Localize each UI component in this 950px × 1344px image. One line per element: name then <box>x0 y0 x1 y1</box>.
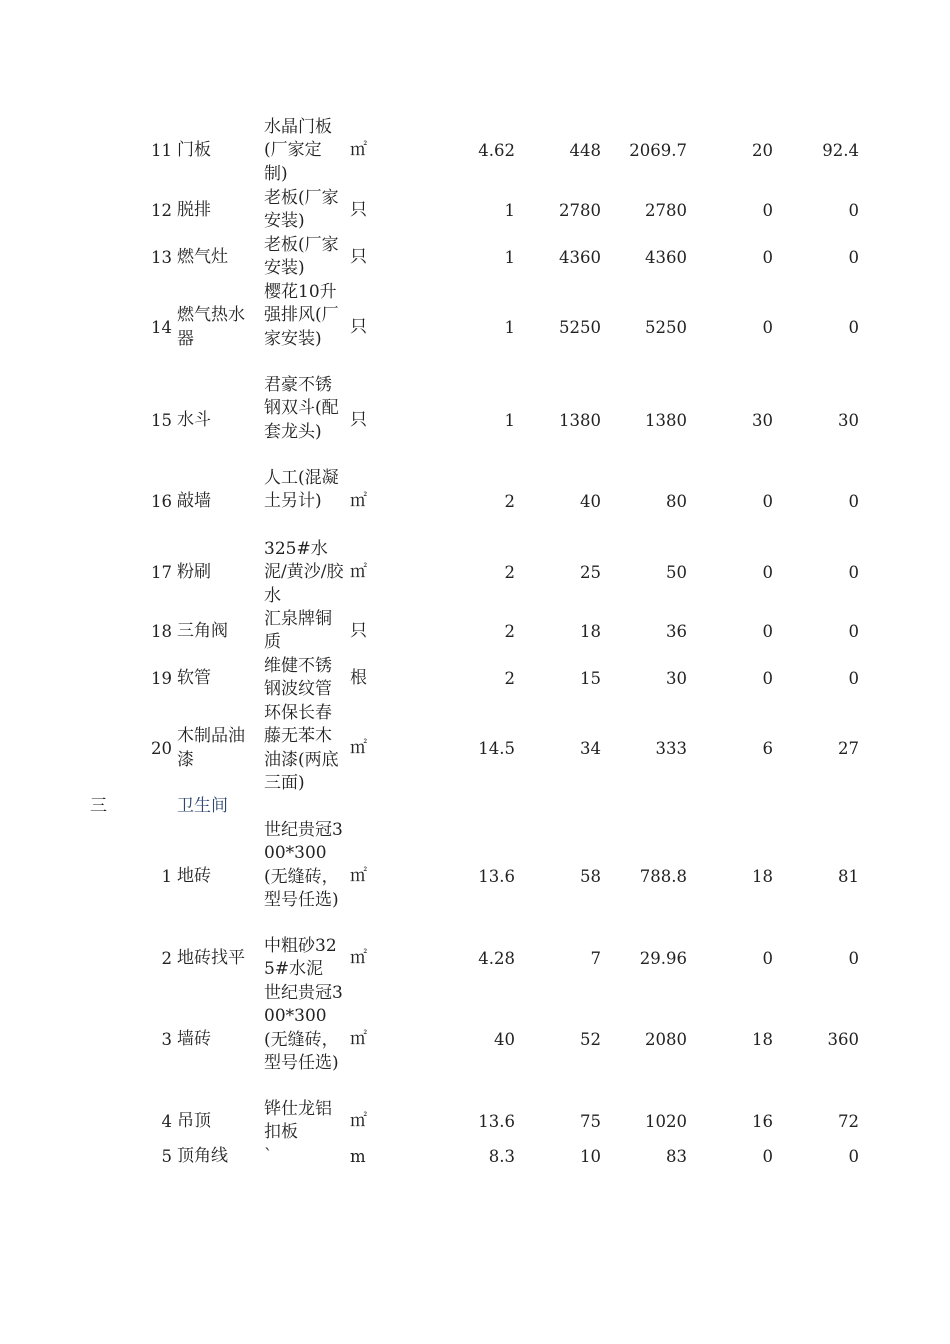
row-number: 11 <box>151 141 172 161</box>
item-total: 1020 <box>645 1111 687 1131</box>
item-value-1: 18 <box>752 867 773 887</box>
item-name: 三角阀 <box>177 620 228 641</box>
item-unit: ㎡ <box>350 947 367 968</box>
item-spec: 325#水泥/黄沙/胶水 <box>264 539 344 606</box>
item-total: 30 <box>666 668 687 688</box>
item-value-1: 20 <box>752 141 773 161</box>
item-spec: 老板(厂家安装) <box>264 188 339 232</box>
table-row <box>0 702 950 795</box>
item-value-2: 0 <box>848 247 859 267</box>
item-value-1: 0 <box>762 563 773 583</box>
item-name: 墙砖 <box>177 1029 211 1050</box>
row-number: 15 <box>151 410 172 430</box>
item-name: 地砖找平 <box>177 947 245 968</box>
item-quantity: 2 <box>504 668 515 688</box>
item-name: 燃气灶 <box>177 246 228 267</box>
item-name: 地砖 <box>177 866 211 887</box>
table-row <box>0 608 950 655</box>
item-name: 粉刷 <box>177 562 211 583</box>
item-name: 吊顶 <box>177 1110 211 1131</box>
item-total: 1380 <box>645 410 687 430</box>
row-number: 2 <box>161 948 172 968</box>
item-unit-price: 75 <box>580 1111 601 1131</box>
item-value-2: 0 <box>848 1147 859 1167</box>
item-unit: ㎡ <box>350 1110 367 1131</box>
table-row <box>0 281 950 374</box>
row-number: 13 <box>151 247 172 267</box>
row-number: 19 <box>151 668 172 688</box>
item-name: 木制品油漆 <box>177 726 245 770</box>
table-row <box>0 187 950 234</box>
section-number: 三 <box>90 796 107 817</box>
item-spec: 环保长春藤无苯木油漆(两底三面) <box>264 703 339 793</box>
item-name: 敲墙 <box>177 491 211 512</box>
row-number: 4 <box>161 1111 172 1131</box>
item-total: 788.8 <box>639 867 687 887</box>
item-unit-price: 4360 <box>559 247 601 267</box>
table-row <box>0 374 950 467</box>
item-quantity: 40 <box>494 1030 515 1050</box>
table-row <box>0 819 950 935</box>
item-unit: 只 <box>350 246 367 267</box>
item-quantity: 1 <box>504 200 515 220</box>
item-value-2: 0 <box>848 668 859 688</box>
item-quantity: 4.28 <box>478 948 515 968</box>
item-name: 软管 <box>177 667 211 688</box>
item-quantity: 13.6 <box>478 1111 515 1131</box>
item-spec: 樱花10升强排风(厂家安装) <box>264 282 339 349</box>
item-quantity: 4.62 <box>478 141 515 161</box>
item-quantity: 2 <box>504 492 515 512</box>
item-value-2: 72 <box>838 1111 859 1131</box>
item-unit-price: 10 <box>580 1147 601 1167</box>
item-unit-price: 7 <box>590 948 601 968</box>
item-value-1: 0 <box>762 621 773 641</box>
item-value-1: 16 <box>752 1111 773 1131</box>
item-value-1: 30 <box>752 410 773 430</box>
item-quantity: 1 <box>504 247 515 267</box>
item-value-1: 0 <box>762 247 773 267</box>
item-spec: 人工(混凝土另计) <box>264 468 339 512</box>
item-total: 80 <box>666 492 687 512</box>
item-total: 2069.7 <box>629 141 687 161</box>
item-total: 4360 <box>645 247 687 267</box>
item-value-1: 0 <box>762 200 773 220</box>
item-unit: ㎡ <box>350 1029 367 1050</box>
item-quantity: 1 <box>504 410 515 430</box>
item-quantity: 8.3 <box>488 1147 515 1167</box>
item-unit-price: 1380 <box>559 410 601 430</box>
row-number: 12 <box>151 200 172 220</box>
item-name: 顶角线 <box>177 1146 228 1167</box>
item-value-2: 81 <box>838 867 859 887</box>
item-unit-price: 5250 <box>559 317 601 337</box>
item-value-2: 0 <box>848 492 859 512</box>
item-spec: 铧仕龙铝扣板 <box>264 1099 332 1143</box>
item-unit-price: 25 <box>580 563 601 583</box>
table-row <box>0 538 950 608</box>
item-value-1: 0 <box>762 948 773 968</box>
item-value-2: 27 <box>838 738 859 758</box>
item-value-1: 0 <box>762 317 773 337</box>
item-value-1: 6 <box>762 738 773 758</box>
item-name: 脱排 <box>177 199 211 220</box>
item-spec: 汇泉牌铜质 <box>264 609 332 653</box>
section-header <box>0 795 950 819</box>
item-unit: ㎡ <box>350 140 367 161</box>
item-name: 燃气热水器 <box>177 305 245 349</box>
table-row <box>0 982 950 1098</box>
item-unit: 根 <box>350 667 367 688</box>
item-unit: ㎡ <box>350 562 367 583</box>
item-unit-price: 15 <box>580 668 601 688</box>
table-row <box>0 234 950 281</box>
item-spec: 老板(厂家安装) <box>264 235 339 279</box>
item-unit-price: 448 <box>569 141 601 161</box>
row-number: 16 <box>151 492 172 512</box>
item-spec: ` <box>264 1146 273 1166</box>
item-total: 5250 <box>645 317 687 337</box>
item-spec: 维健不锈钢波纹管 <box>264 656 332 700</box>
item-value-1: 18 <box>752 1030 773 1050</box>
item-value-2: 0 <box>848 948 859 968</box>
item-value-1: 0 <box>762 668 773 688</box>
table-row <box>0 1145 950 1169</box>
item-value-2: 0 <box>848 317 859 337</box>
item-value-2: 360 <box>827 1030 859 1050</box>
row-number: 20 <box>151 738 172 758</box>
item-value-2: 0 <box>848 200 859 220</box>
item-quantity: 2 <box>504 563 515 583</box>
table-row <box>0 655 950 702</box>
item-total: 2780 <box>645 200 687 220</box>
item-unit-price: 2780 <box>559 200 601 220</box>
item-total: 36 <box>666 621 687 641</box>
item-unit: ㎡ <box>350 866 367 887</box>
item-unit-price: 52 <box>580 1030 601 1050</box>
row-number: 3 <box>161 1030 172 1050</box>
item-total: 50 <box>666 563 687 583</box>
item-unit-price: 40 <box>580 492 601 512</box>
item-spec: 世纪贵冠300*300(无缝砖，型号任选) <box>264 983 343 1073</box>
row-number: 14 <box>151 317 172 337</box>
item-unit: ㎡ <box>350 737 367 758</box>
table-row <box>0 116 950 186</box>
row-number: 5 <box>161 1147 172 1167</box>
item-total: 83 <box>666 1147 687 1167</box>
item-spec: 水晶门板(厂家定制) <box>264 117 332 184</box>
item-name: 水斗 <box>177 409 211 430</box>
item-quantity: 1 <box>504 317 515 337</box>
item-value-2: 92.4 <box>822 141 859 161</box>
row-number: 18 <box>151 621 172 641</box>
item-spec: 中粗砂325#水泥 <box>264 936 337 980</box>
table-row <box>0 1098 950 1145</box>
row-number: 17 <box>151 563 172 583</box>
item-unit: m <box>350 1147 366 1167</box>
item-total: 2080 <box>645 1030 687 1050</box>
item-unit-price: 18 <box>580 621 601 641</box>
item-unit-price: 34 <box>580 738 601 758</box>
item-value-1: 0 <box>762 1147 773 1167</box>
item-unit: 只 <box>350 409 367 430</box>
item-total: 333 <box>655 738 687 758</box>
item-unit: 只 <box>350 620 367 641</box>
item-value-2: 0 <box>848 621 859 641</box>
item-quantity: 14.5 <box>478 738 515 758</box>
item-unit: ㎡ <box>350 491 367 512</box>
item-value-2: 0 <box>848 563 859 583</box>
item-unit-price: 58 <box>580 867 601 887</box>
item-unit: 只 <box>350 316 367 337</box>
table-row <box>0 935 950 982</box>
item-total: 29.96 <box>639 948 687 968</box>
item-quantity: 13.6 <box>478 867 515 887</box>
row-number: 1 <box>161 867 172 887</box>
table-row <box>0 467 950 537</box>
item-name: 门板 <box>177 140 211 161</box>
item-quantity: 2 <box>504 621 515 641</box>
item-spec: 君豪不锈钢双斗(配套龙头) <box>264 375 339 442</box>
item-value-2: 30 <box>838 410 859 430</box>
item-unit: 只 <box>350 199 367 220</box>
item-value-1: 0 <box>762 492 773 512</box>
item-spec: 世纪贵冠300*300(无缝砖，型号任选) <box>264 820 343 910</box>
section-title: 卫生间 <box>177 796 228 817</box>
